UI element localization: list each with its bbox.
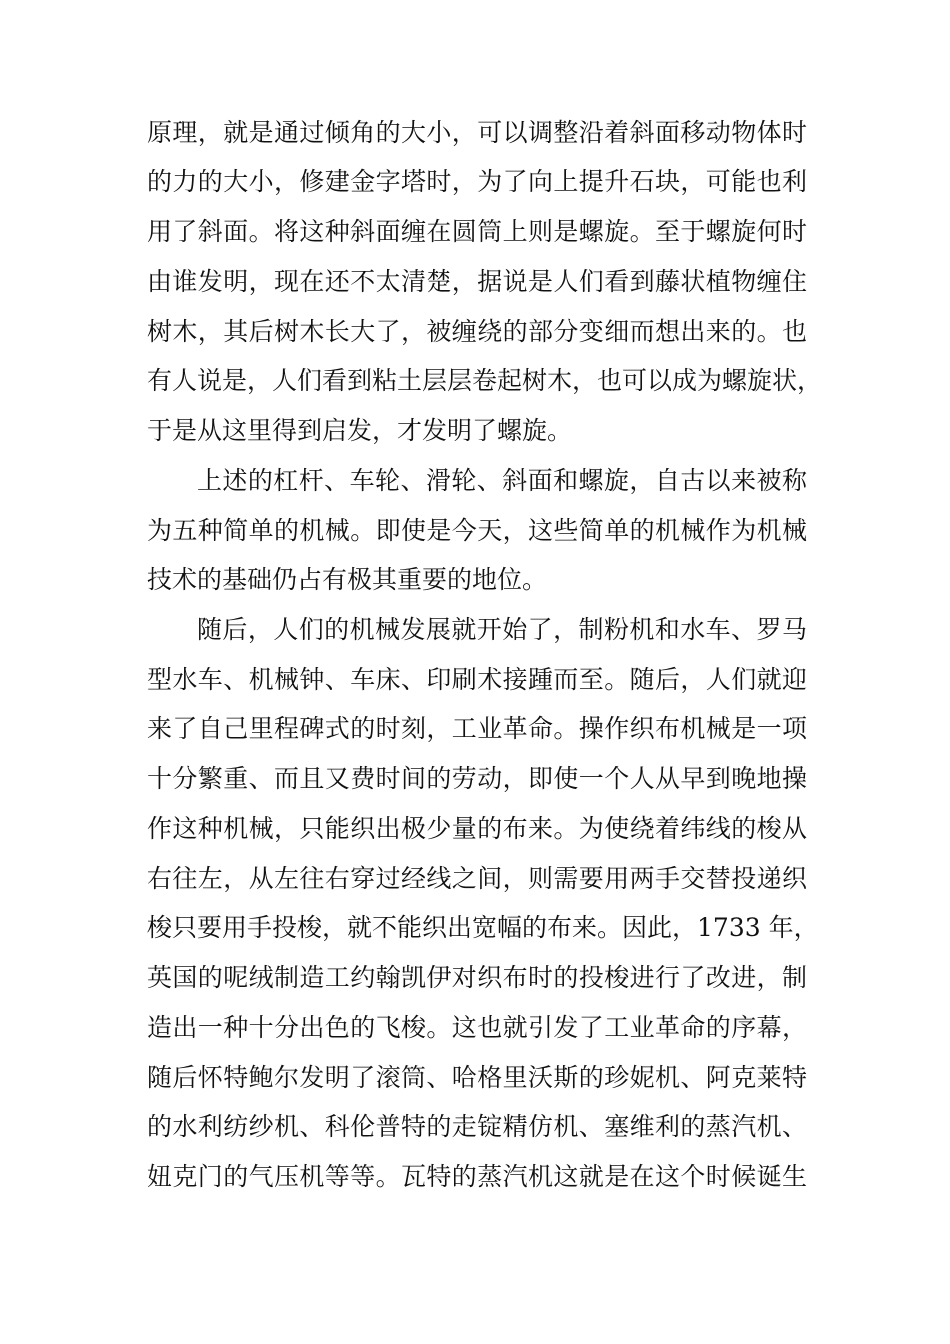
text-line: 作这种机械，只能织出极少量的布来。为使绕着纬线的梭从: [147, 814, 807, 843]
text-line: 的水利纺纱机、科伦普特的走锭精仿机、塞维利的蒸汽机、: [147, 1112, 807, 1141]
text-line: 于是从这里得到启发，才发明了螺旋。: [147, 416, 573, 445]
paragraph-first-line: 上述的杠杆、车轮、滑轮、斜面和螺旋，自古以来被称: [197, 466, 807, 495]
text-line: 有人说是，人们看到粘土层层卷起树木，也可以成为螺旋状，: [147, 366, 823, 395]
text-line: 原理，就是通过倾角的大小，可以调整沿着斜面移动物体时: [147, 118, 807, 147]
text-line: 十分繁重、而且又费时间的劳动，即使一个人从早到晚地操: [147, 764, 807, 793]
text-line: 技术的基础仍占有极其重要的地位。: [147, 565, 548, 594]
text-line: 梭只要用手投梭，就不能织出宽幅的布来。因此，1733 年，: [147, 913, 819, 942]
text-line: 来了自己里程碑式的时刻，工业革命。操作织布机械是一项: [147, 714, 807, 743]
text-line: 右往左，从左往右穿过经线之间，则需要用两手交替投递织: [147, 864, 807, 893]
text-line: 英国的呢绒制造工约翰凯伊对织布时的投梭进行了改进，制: [147, 963, 807, 992]
text-line: 由谁发明，现在还不太清楚，据说是人们看到藤状植物缠住: [147, 267, 807, 296]
text-line: 用了斜面。将这种斜面缠在圆筒上则是螺旋。至于螺旋何时: [147, 217, 807, 246]
paragraph-first-line: 随后，人们的机械发展就开始了，制粉机和水车、罗马: [197, 615, 807, 644]
text-line: 妞克门的气压机等等。瓦特的蒸汽机这就是在这个时候诞生: [147, 1162, 807, 1191]
text-line: 的力的大小，修建金字塔时，为了向上提升石块，可能也利: [147, 167, 807, 196]
text-line: 树木，其后树木长大了，被缠绕的部分变细而想出来的。也: [147, 317, 807, 346]
text-line: 为五种简单的机械。即使是今天，这些简单的机械作为机械: [147, 516, 807, 545]
text-line: 造出一种十分出色的飞梭。这也就引发了工业革命的序幕，: [147, 1013, 807, 1042]
text-line: 型水车、机械钟、车床、印刷术接踵而至。随后，人们就迎: [147, 665, 807, 694]
text-line: 随后怀特鲍尔发明了滚筒、哈格里沃斯的珍妮机、阿克莱特: [147, 1063, 807, 1092]
